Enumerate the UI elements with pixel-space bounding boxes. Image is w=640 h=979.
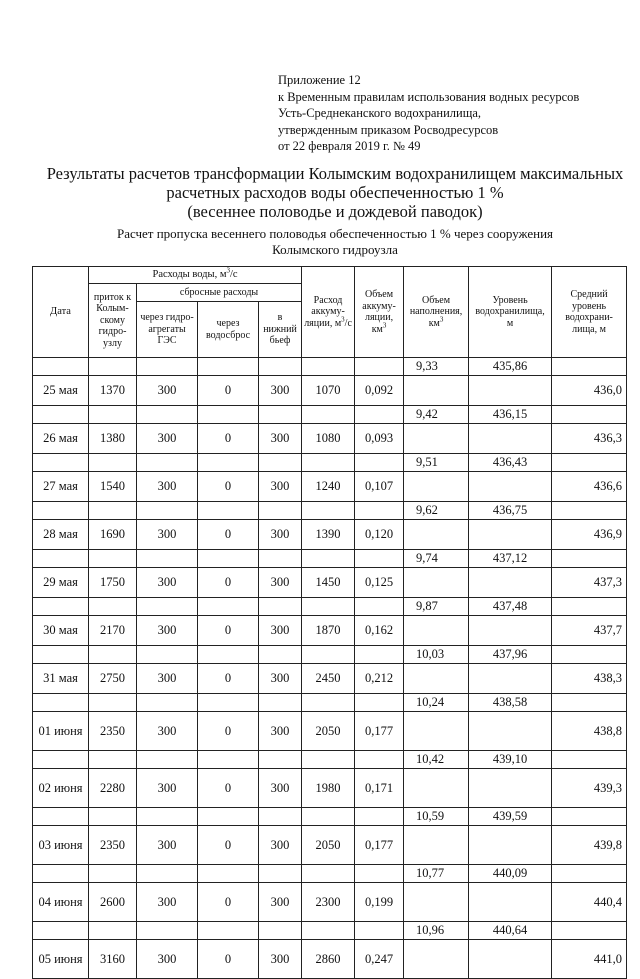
empty-cell	[137, 646, 198, 664]
empty-cell	[404, 712, 469, 751]
empty-cell	[404, 424, 469, 454]
via-units-cell: 300	[137, 664, 198, 694]
empty-cell	[198, 502, 259, 520]
empty-cell	[198, 598, 259, 616]
via-units-cell: 300	[137, 712, 198, 751]
accum-volume-cell: 0,177	[355, 712, 404, 751]
caption-line: Расчет пропуска весеннего половодья обеспеченностью 1 % через сооружения	[116, 226, 554, 241]
empty-cell	[404, 769, 469, 808]
empty-cell	[259, 694, 302, 712]
empty-cell	[302, 454, 355, 472]
via-spillway-cell: 0	[198, 568, 259, 598]
empty-cell	[404, 826, 469, 865]
average-level-cell: 441,0	[552, 940, 627, 979]
empty-cell	[198, 808, 259, 826]
table-row	[33, 940, 627, 979]
caption-line: Колымского гидроузла	[272, 242, 398, 257]
accum-flow-cell: 2860	[302, 940, 355, 979]
empty-cell	[469, 769, 552, 808]
inflow-cell: 1690	[89, 520, 137, 550]
level-row	[33, 808, 627, 826]
header-accum-volume: Объем аккуму-ляции, $км^3$	[355, 267, 404, 358]
downstream-cell: 300	[259, 568, 302, 598]
reservoir-level-cell: 439,10	[469, 751, 552, 769]
empty-cell	[33, 598, 89, 616]
date-cell: 26 мая	[33, 424, 89, 454]
accum-flow-cell: 1080	[302, 424, 355, 454]
empty-cell	[89, 406, 137, 424]
accum-flow-cell: 1980	[302, 769, 355, 808]
empty-cell	[469, 472, 552, 502]
level-row	[33, 751, 627, 769]
average-level-cell: 438,3	[552, 664, 627, 694]
accum-volume-cell: 0,125	[355, 568, 404, 598]
empty-cell	[89, 550, 137, 568]
empty-cell	[259, 358, 302, 376]
empty-cell	[89, 358, 137, 376]
via-units-cell: 300	[137, 424, 198, 454]
via-spillway-cell: 0	[198, 826, 259, 865]
empty-cell	[259, 598, 302, 616]
average-level-cell: 439,8	[552, 826, 627, 865]
date-cell: 25 мая	[33, 376, 89, 406]
header-inflow: приток к Колым-скому гидро-узлу	[89, 284, 137, 358]
empty-cell	[302, 865, 355, 883]
appendix-line: Усть-Среднеканского водохранилища,	[278, 106, 481, 120]
empty-cell	[259, 808, 302, 826]
accum-volume-cell: 0,120	[355, 520, 404, 550]
appendix-line: Приложение 12	[278, 73, 361, 87]
empty-cell	[552, 694, 627, 712]
accum-flow-cell: 1870	[302, 616, 355, 646]
empty-cell	[355, 550, 404, 568]
empty-cell	[33, 646, 89, 664]
accum-flow-cell: 1450	[302, 568, 355, 598]
via-spillway-cell: 0	[198, 376, 259, 406]
date-cell: 05 июня	[33, 940, 89, 979]
empty-cell	[198, 646, 259, 664]
downstream-cell: 300	[259, 769, 302, 808]
empty-cell	[355, 646, 404, 664]
accum-flow-cell: 2300	[302, 883, 355, 922]
empty-cell	[259, 550, 302, 568]
empty-cell	[89, 751, 137, 769]
via-units-cell: 300	[137, 616, 198, 646]
reservoir-level-cell: 438,58	[469, 694, 552, 712]
average-level-cell: 439,3	[552, 769, 627, 808]
fill-volume-cell: 9,74	[404, 550, 469, 568]
reservoir-level-cell: 436,15	[469, 406, 552, 424]
via-spillway-cell: 0	[198, 472, 259, 502]
empty-cell	[552, 598, 627, 616]
empty-cell	[137, 808, 198, 826]
reservoir-level-cell: 440,09	[469, 865, 552, 883]
via-spillway-cell: 0	[198, 664, 259, 694]
header-to-downstream: в нижний бьеф	[259, 302, 302, 358]
level-row	[33, 406, 627, 424]
table-row	[33, 472, 627, 502]
results-table	[32, 266, 627, 979]
table-row	[33, 826, 627, 865]
downstream-cell: 300	[259, 940, 302, 979]
downstream-cell: 300	[259, 472, 302, 502]
header-average-level: Средний уровень водохрани-лища, м	[552, 267, 627, 358]
empty-cell	[259, 751, 302, 769]
table-row	[33, 424, 627, 454]
downstream-cell: 300	[259, 424, 302, 454]
level-row	[33, 865, 627, 883]
empty-cell	[198, 751, 259, 769]
empty-cell	[404, 520, 469, 550]
empty-cell	[469, 376, 552, 406]
inflow-cell: 1370	[89, 376, 137, 406]
via-units-cell: 300	[137, 826, 198, 865]
table-row	[33, 769, 627, 808]
empty-cell	[302, 406, 355, 424]
empty-cell	[355, 865, 404, 883]
average-level-cell: 436,6	[552, 472, 627, 502]
empty-cell	[89, 808, 137, 826]
empty-cell	[198, 358, 259, 376]
empty-cell	[137, 358, 198, 376]
empty-cell	[302, 646, 355, 664]
header-date: Дата	[33, 267, 89, 358]
empty-cell	[259, 454, 302, 472]
accum-volume-cell: 0,171	[355, 769, 404, 808]
via-spillway-cell: 0	[198, 712, 259, 751]
via-spillway-cell: 0	[198, 424, 259, 454]
empty-cell	[355, 808, 404, 826]
downstream-cell: 300	[259, 883, 302, 922]
fill-volume-cell: 10,96	[404, 922, 469, 940]
accum-volume-cell: 0,107	[355, 472, 404, 502]
level-row	[33, 454, 627, 472]
header-flows-group: Расходы воды, $м^3/с$	[89, 267, 302, 284]
inflow-cell: 2750	[89, 664, 137, 694]
reservoir-level-cell: 437,12	[469, 550, 552, 568]
via-units-cell: 300	[137, 940, 198, 979]
table-row	[33, 376, 627, 406]
empty-cell	[404, 940, 469, 979]
empty-cell	[469, 424, 552, 454]
empty-cell	[302, 808, 355, 826]
empty-cell	[302, 598, 355, 616]
via-units-cell: 300	[137, 769, 198, 808]
empty-cell	[355, 694, 404, 712]
title-line: расчетных расходов воды обеспеченностью 1 %	[166, 183, 504, 202]
via-units-cell: 300	[137, 883, 198, 922]
accum-flow-cell: 2450	[302, 664, 355, 694]
empty-cell	[355, 502, 404, 520]
empty-cell	[198, 454, 259, 472]
empty-cell	[259, 646, 302, 664]
date-cell: 31 мая	[33, 664, 89, 694]
empty-cell	[355, 751, 404, 769]
fill-volume-cell: 9,62	[404, 502, 469, 520]
empty-cell	[259, 406, 302, 424]
empty-cell	[302, 694, 355, 712]
average-level-cell: 440,4	[552, 883, 627, 922]
empty-cell	[469, 826, 552, 865]
empty-cell	[469, 940, 552, 979]
appendix-note	[278, 72, 623, 155]
empty-cell	[198, 922, 259, 940]
table-row	[33, 712, 627, 751]
table-row	[33, 883, 627, 922]
via-units-cell: 300	[137, 472, 198, 502]
empty-cell	[404, 616, 469, 646]
header-via-units: через гидро-агрегаты ГЭС	[137, 302, 198, 358]
empty-cell	[89, 454, 137, 472]
date-cell: 04 июня	[33, 883, 89, 922]
reservoir-level-cell: 436,43	[469, 454, 552, 472]
empty-cell	[355, 454, 404, 472]
empty-cell	[137, 406, 198, 424]
header-via-spillway: через водосброс	[198, 302, 259, 358]
empty-cell	[552, 751, 627, 769]
table-row	[33, 568, 627, 598]
via-units-cell: 300	[137, 568, 198, 598]
via-spillway-cell: 0	[198, 616, 259, 646]
empty-cell	[355, 922, 404, 940]
fill-volume-cell: 10,24	[404, 694, 469, 712]
empty-cell	[33, 808, 89, 826]
accum-volume-cell: 0,212	[355, 664, 404, 694]
via-spillway-cell: 0	[198, 520, 259, 550]
empty-cell	[259, 502, 302, 520]
via-spillway-cell: 0	[198, 883, 259, 922]
empty-cell	[89, 865, 137, 883]
empty-cell	[469, 568, 552, 598]
accum-volume-cell: 0,247	[355, 940, 404, 979]
empty-cell	[259, 865, 302, 883]
empty-cell	[552, 808, 627, 826]
empty-cell	[89, 646, 137, 664]
date-cell: 28 мая	[33, 520, 89, 550]
accum-volume-cell: 0,092	[355, 376, 404, 406]
inflow-cell: 2280	[89, 769, 137, 808]
empty-cell	[33, 406, 89, 424]
fill-volume-cell: 9,87	[404, 598, 469, 616]
empty-cell	[137, 865, 198, 883]
inflow-cell: 1750	[89, 568, 137, 598]
average-level-cell: 436,9	[552, 520, 627, 550]
level-row	[33, 358, 627, 376]
header-discharges-group: сбросные расходы	[137, 284, 302, 302]
empty-cell	[33, 454, 89, 472]
accum-flow-cell: 1390	[302, 520, 355, 550]
empty-cell	[137, 502, 198, 520]
empty-cell	[137, 454, 198, 472]
empty-cell	[404, 664, 469, 694]
empty-cell	[404, 568, 469, 598]
level-row	[33, 694, 627, 712]
fill-volume-cell: 10,42	[404, 751, 469, 769]
average-level-cell: 438,8	[552, 712, 627, 751]
inflow-cell: 2350	[89, 712, 137, 751]
empty-cell	[198, 865, 259, 883]
appendix-line: от 22 февраля 2019 г. № 49	[278, 139, 421, 153]
empty-cell	[137, 694, 198, 712]
empty-cell	[552, 646, 627, 664]
empty-cell	[552, 406, 627, 424]
accum-volume-cell: 0,177	[355, 826, 404, 865]
empty-cell	[33, 550, 89, 568]
downstream-cell: 300	[259, 376, 302, 406]
empty-cell	[33, 922, 89, 940]
empty-cell	[552, 358, 627, 376]
date-cell: 02 июня	[33, 769, 89, 808]
date-cell: 29 мая	[33, 568, 89, 598]
empty-cell	[552, 922, 627, 940]
empty-cell	[404, 376, 469, 406]
header-reservoir-level: Уровень водохранилища, м	[469, 267, 552, 358]
empty-cell	[302, 922, 355, 940]
empty-cell	[355, 406, 404, 424]
empty-cell	[89, 598, 137, 616]
via-units-cell: 300	[137, 520, 198, 550]
reservoir-level-cell: 437,96	[469, 646, 552, 664]
inflow-cell: 3160	[89, 940, 137, 979]
inflow-cell: 2350	[89, 826, 137, 865]
empty-cell	[469, 520, 552, 550]
inflow-cell: 2170	[89, 616, 137, 646]
average-level-cell: 436,3	[552, 424, 627, 454]
downstream-cell: 300	[259, 826, 302, 865]
downstream-cell: 300	[259, 520, 302, 550]
reservoir-level-cell: 436,75	[469, 502, 552, 520]
accum-volume-cell: 0,162	[355, 616, 404, 646]
level-row	[33, 550, 627, 568]
empty-cell	[302, 502, 355, 520]
empty-cell	[469, 616, 552, 646]
downstream-cell: 300	[259, 712, 302, 751]
reservoir-level-cell: 440,64	[469, 922, 552, 940]
via-spillway-cell: 0	[198, 769, 259, 808]
reservoir-level-cell: 435,86	[469, 358, 552, 376]
empty-cell	[198, 406, 259, 424]
fill-volume-cell: 9,42	[404, 406, 469, 424]
inflow-cell: 2600	[89, 883, 137, 922]
accum-volume-cell: 0,093	[355, 424, 404, 454]
average-level-cell: 437,3	[552, 568, 627, 598]
header-fill-volume: Объем наполнения, $км^3$	[404, 267, 469, 358]
empty-cell	[552, 865, 627, 883]
table-row	[33, 520, 627, 550]
empty-cell	[137, 550, 198, 568]
accum-flow-cell: 2050	[302, 712, 355, 751]
empty-cell	[469, 664, 552, 694]
level-row	[33, 922, 627, 940]
table-caption	[40, 226, 630, 258]
fill-volume-cell: 10,03	[404, 646, 469, 664]
accum-volume-cell: 0,199	[355, 883, 404, 922]
empty-cell	[33, 502, 89, 520]
empty-cell	[552, 550, 627, 568]
fill-volume-cell: 10,77	[404, 865, 469, 883]
accum-flow-cell: 2050	[302, 826, 355, 865]
downstream-cell: 300	[259, 616, 302, 646]
empty-cell	[89, 502, 137, 520]
header-accum-flow: Расход аккуму-ляции, $м^3/с$	[302, 267, 355, 358]
empty-cell	[469, 712, 552, 751]
empty-cell	[552, 502, 627, 520]
empty-cell	[33, 694, 89, 712]
title-line: (весеннее половодье и дождевой паводок)	[187, 202, 483, 221]
level-row	[33, 598, 627, 616]
reservoir-level-cell: 437,48	[469, 598, 552, 616]
table-row	[33, 664, 627, 694]
average-level-cell: 437,7	[552, 616, 627, 646]
empty-cell	[137, 751, 198, 769]
empty-cell	[33, 751, 89, 769]
empty-cell	[33, 358, 89, 376]
via-units-cell: 300	[137, 376, 198, 406]
inflow-cell: 1380	[89, 424, 137, 454]
empty-cell	[198, 550, 259, 568]
title-line: Результаты расчетов трансформации Колымским водохранилищем максимальных	[46, 164, 624, 183]
date-cell: 03 июня	[33, 826, 89, 865]
average-level-cell: 436,0	[552, 376, 627, 406]
date-cell: 27 мая	[33, 472, 89, 502]
downstream-cell: 300	[259, 664, 302, 694]
empty-cell	[404, 883, 469, 922]
empty-cell	[552, 454, 627, 472]
empty-cell	[404, 472, 469, 502]
empty-cell	[89, 922, 137, 940]
empty-cell	[302, 358, 355, 376]
appendix-line: к Временным правилам использования водных ресурсов	[278, 89, 580, 104]
accum-flow-cell: 1240	[302, 472, 355, 502]
empty-cell	[89, 694, 137, 712]
empty-cell	[198, 694, 259, 712]
empty-cell	[355, 598, 404, 616]
document-title	[40, 164, 630, 221]
date-cell: 01 июня	[33, 712, 89, 751]
fill-volume-cell: 9,51	[404, 454, 469, 472]
empty-cell	[259, 922, 302, 940]
via-spillway-cell: 0	[198, 940, 259, 979]
empty-cell	[302, 751, 355, 769]
inflow-cell: 1540	[89, 472, 137, 502]
empty-cell	[137, 922, 198, 940]
level-row	[33, 502, 627, 520]
fill-volume-cell: 9,33	[404, 358, 469, 376]
level-row	[33, 646, 627, 664]
reservoir-level-cell: 439,59	[469, 808, 552, 826]
empty-cell	[137, 598, 198, 616]
appendix-line: утвержденным приказом Росводресурсов	[278, 122, 499, 137]
accum-flow-cell: 1070	[302, 376, 355, 406]
date-cell: 30 мая	[33, 616, 89, 646]
fill-volume-cell: 10,59	[404, 808, 469, 826]
empty-cell	[469, 883, 552, 922]
empty-cell	[33, 865, 89, 883]
empty-cell	[355, 358, 404, 376]
table-row	[33, 616, 627, 646]
empty-cell	[302, 550, 355, 568]
